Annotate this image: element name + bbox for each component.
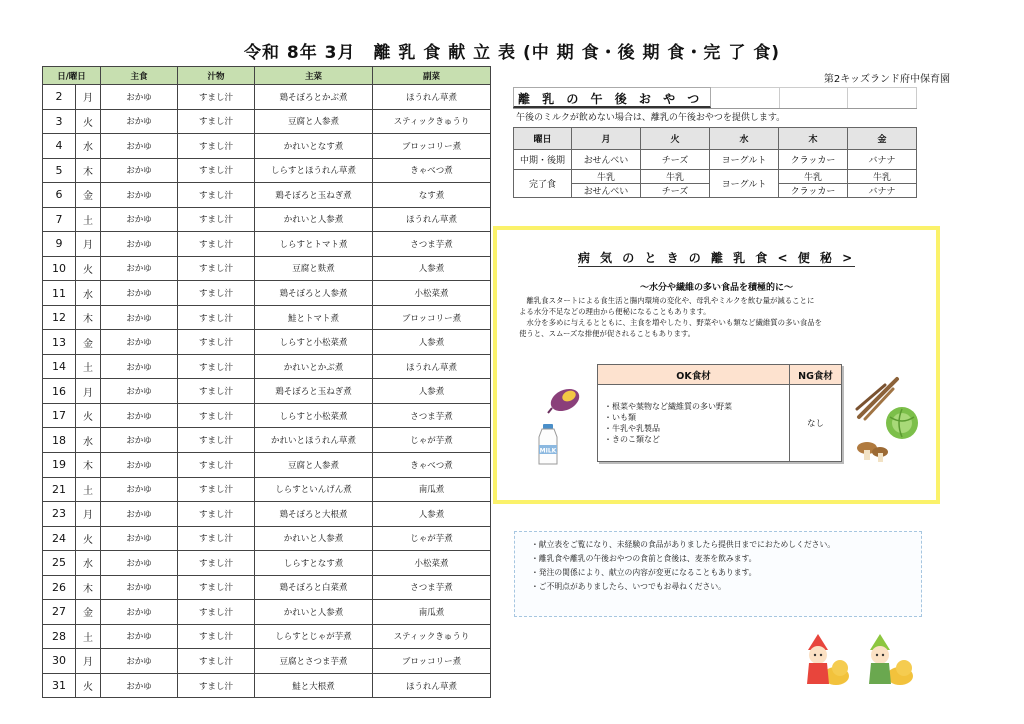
sick-title: 病 気 の と き の 離 乳 食 < 便 秘 > — [577, 251, 856, 265]
menu-main-dish: かれいとなす煮 — [255, 134, 373, 159]
ok-list — [598, 385, 790, 462]
snack-label-final: 完了食 — [514, 170, 572, 198]
menu-day: 16 — [43, 379, 76, 404]
menu-soup: すまし汁 — [178, 600, 255, 625]
menu-day: 19 — [43, 452, 76, 477]
notes-section — [514, 531, 922, 617]
snack-cell: おせんべい — [572, 150, 641, 170]
menu-row — [43, 354, 491, 379]
snack-cell: バナナ — [848, 184, 917, 198]
menu-staple: おかゆ — [101, 526, 178, 551]
menu-soup: すまし汁 — [178, 477, 255, 502]
menu-soup: すまし汁 — [178, 256, 255, 281]
menu-day: 26 — [43, 575, 76, 600]
menu-row — [43, 575, 491, 600]
menu-row — [43, 403, 491, 428]
menu-main-dish: しらすとじゃが芋煮 — [255, 624, 373, 649]
menu-staple: おかゆ — [101, 575, 178, 600]
menu-day: 17 — [43, 403, 76, 428]
sick-body — [519, 295, 919, 339]
menu-soup: すまし汁 — [178, 207, 255, 232]
sweet-potato-icon — [547, 382, 583, 416]
menu-staple: おかゆ — [101, 281, 178, 306]
header-main: 主菜 — [255, 67, 373, 85]
menu-main-dish: かれいと人参煮 — [255, 526, 373, 551]
menu-main-dish: 鶏そぼろとかぶ煮 — [255, 85, 373, 110]
menu-soup: すまし汁 — [178, 551, 255, 576]
menu-day: 9 — [43, 232, 76, 257]
menu-side-dish: 人参煮 — [373, 330, 491, 355]
menu-weekday: 木 — [76, 452, 101, 477]
menu-day: 18 — [43, 428, 76, 453]
ok-item: ・牛乳や乳製品 — [604, 424, 660, 433]
menu-row — [43, 649, 491, 674]
menu-weekday: 金 — [76, 183, 101, 208]
menu-weekday: 月 — [76, 85, 101, 110]
menu-row — [43, 158, 491, 183]
menu-day: 24 — [43, 526, 76, 551]
menu-day: 25 — [43, 551, 76, 576]
menu-weekday: 土 — [76, 624, 101, 649]
menu-main-dish: しらすと小松菜煮 — [255, 403, 373, 428]
menu-side-dish: じゃが芋煮 — [373, 526, 491, 551]
menu-weekday: 月 — [76, 379, 101, 404]
menu-soup: すまし汁 — [178, 526, 255, 551]
menu-weekday: 火 — [76, 673, 101, 698]
menu-row — [43, 600, 491, 625]
menu-staple: おかゆ — [101, 673, 178, 698]
menu-weekday: 水 — [76, 134, 101, 159]
header-side: 副菜 — [373, 67, 491, 85]
menu-day: 7 — [43, 207, 76, 232]
menu-side-dish: ほうれん草煮 — [373, 85, 491, 110]
menu-staple: おかゆ — [101, 477, 178, 502]
menu-day: 13 — [43, 330, 76, 355]
menu-side-dish: ほうれん草煮 — [373, 207, 491, 232]
snack-cell: 牛乳 — [779, 170, 848, 184]
ok-item: ・根菜や葉物など繊維質の多い野菜 — [604, 402, 732, 411]
menu-table — [42, 66, 491, 698]
menu-staple: おかゆ — [101, 649, 178, 674]
sick-section — [493, 226, 940, 504]
menu-header-row — [43, 67, 491, 85]
menu-staple: おかゆ — [101, 232, 178, 257]
menu-soup: すまし汁 — [178, 502, 255, 527]
menu-main-dish: 豆腐とさつま芋煮 — [255, 649, 373, 674]
menu-body — [43, 85, 491, 698]
menu-staple: おかゆ — [101, 183, 178, 208]
menu-day: 3 — [43, 109, 76, 134]
menu-staple: おかゆ — [101, 428, 178, 453]
menu-soup: すまし汁 — [178, 403, 255, 428]
menu-main-dish: 鮭と大根煮 — [255, 673, 373, 698]
snack-section — [513, 87, 917, 207]
menu-staple: おかゆ — [101, 85, 178, 110]
menu-weekday: 土 — [76, 207, 101, 232]
menu-side-dish: 人参煮 — [373, 379, 491, 404]
menu-row — [43, 134, 491, 159]
menu-staple: おかゆ — [101, 354, 178, 379]
menu-row — [43, 330, 491, 355]
menu-main-dish: 鶏そぼろと人参煮 — [255, 281, 373, 306]
menu-side-dish: 人参煮 — [373, 256, 491, 281]
snack-cell: クラッカー — [779, 184, 848, 198]
menu-row — [43, 207, 491, 232]
menu-staple: おかゆ — [101, 452, 178, 477]
menu-weekday: 月 — [76, 502, 101, 527]
menu-row — [43, 109, 491, 134]
menu-staple: おかゆ — [101, 403, 178, 428]
menu-soup: すまし汁 — [178, 281, 255, 306]
menu-soup: すまし汁 — [178, 624, 255, 649]
menu-side-dish: ほうれん草煮 — [373, 673, 491, 698]
mushroom-icon — [855, 438, 889, 464]
menu-row — [43, 183, 491, 208]
menu-weekday: 木 — [76, 305, 101, 330]
menu-day: 31 — [43, 673, 76, 698]
menu-day: 28 — [43, 624, 76, 649]
snack-cell: ヨーグルト — [710, 150, 779, 170]
page-title: 令和 8年 3月 離 乳 食 献 立 表 (中 期 食・後 期 食・完 了 食) — [243, 43, 781, 63]
menu-side-dish: ブロッコリー煮 — [373, 134, 491, 159]
menu-soup: すまし汁 — [178, 379, 255, 404]
menu-soup: すまし汁 — [178, 575, 255, 600]
menu-side-dish: ほうれん草煮 — [373, 354, 491, 379]
menu-row — [43, 428, 491, 453]
menu-staple: おかゆ — [101, 551, 178, 576]
menu-staple: おかゆ — [101, 600, 178, 625]
menu-main-dish: 豆腐と麩煮 — [255, 256, 373, 281]
menu-row — [43, 305, 491, 330]
snack-cell: 牛乳 — [848, 170, 917, 184]
menu-weekday: 水 — [76, 551, 101, 576]
menu-staple: おかゆ — [101, 305, 178, 330]
snack-cell: チーズ — [641, 184, 710, 198]
menu-side-dish: スティックきゅうり — [373, 624, 491, 649]
menu-staple: おかゆ — [101, 207, 178, 232]
menu-main-dish: しらすとトマト煮 — [255, 232, 373, 257]
snack-title: 離 乳 の 午 後 お や つ — [513, 87, 711, 108]
menu-row — [43, 85, 491, 110]
menu-weekday: 火 — [76, 109, 101, 134]
menu-soup: すまし汁 — [178, 452, 255, 477]
sick-body-line: 離乳食スタートによる食生活と腸内環境の変化や、母乳やミルクを飲む量が減ることに — [519, 296, 815, 305]
menu-staple: おかゆ — [101, 109, 178, 134]
menu-main-dish: かれいとほうれん草煮 — [255, 428, 373, 453]
ok-header: OK食材 — [598, 365, 790, 385]
menu-soup: すまし汁 — [178, 354, 255, 379]
note-item: ・発注の関係により、献立の内容が変更になることもあります。 — [531, 568, 757, 577]
menu-weekday: 土 — [76, 477, 101, 502]
menu-main-dish: かれいと人参煮 — [255, 600, 373, 625]
note-item: ・献立表をご覧になり、未経験の食品がありましたら提供日までにおためしください。 — [531, 540, 836, 549]
menu-row — [43, 673, 491, 698]
menu-day: 12 — [43, 305, 76, 330]
menu-day: 14 — [43, 354, 76, 379]
menu-soup: すまし汁 — [178, 428, 255, 453]
menu-main-dish: かれいとかぶ煮 — [255, 354, 373, 379]
menu-main-dish: 鶏そぼろと玉ねぎ煮 — [255, 183, 373, 208]
menu-day: 11 — [43, 281, 76, 306]
menu-side-dish: ブロッコリー煮 — [373, 305, 491, 330]
menu-row — [43, 624, 491, 649]
ok-item: ・きのこ類など — [604, 435, 660, 444]
sick-body-line: 水分を多めに与えるとともに、主食を増やしたり、野菜やいも類など繊維質の多い食品を — [519, 318, 823, 327]
menu-side-dish: さつま芋煮 — [373, 575, 491, 600]
snack-row-mid — [514, 150, 917, 170]
menu-main-dish: しらすといんげん煮 — [255, 477, 373, 502]
menu-staple: おかゆ — [101, 502, 178, 527]
menu-side-dish: さつま芋煮 — [373, 232, 491, 257]
menu-main-dish: 豆腐と人参煮 — [255, 109, 373, 134]
snack-header-fri: 金 — [848, 128, 917, 150]
menu-soup: すまし汁 — [178, 183, 255, 208]
snack-cell: 牛乳 — [572, 170, 641, 184]
menu-side-dish: 小松菜煮 — [373, 281, 491, 306]
milk-bottle-icon — [535, 423, 561, 467]
menu-row — [43, 502, 491, 527]
snack-header-tue: 火 — [641, 128, 710, 150]
children-with-puppies-illustration — [800, 632, 915, 690]
menu-weekday: 月 — [76, 649, 101, 674]
menu-side-dish: 南瓜煮 — [373, 477, 491, 502]
school-name: 第2キッズランド府中保育園 — [823, 74, 950, 85]
snack-header-row — [514, 128, 917, 150]
menu-row — [43, 452, 491, 477]
menu-soup: すまし汁 — [178, 85, 255, 110]
menu-day: 2 — [43, 85, 76, 110]
menu-side-dish: きゃべつ煮 — [373, 158, 491, 183]
snack-cell: バナナ — [848, 150, 917, 170]
snack-table — [513, 127, 917, 198]
cabbage-icon — [882, 405, 922, 441]
menu-main-dish: 豆腐と人参煮 — [255, 452, 373, 477]
header-staple: 主食 — [101, 67, 178, 85]
menu-side-dish: スティックきゅうり — [373, 109, 491, 134]
menu-day: 4 — [43, 134, 76, 159]
menu-soup: すまし汁 — [178, 305, 255, 330]
menu-soup: すまし汁 — [178, 330, 255, 355]
menu-weekday: 木 — [76, 575, 101, 600]
ok-ng-table — [597, 364, 842, 462]
menu-main-dish: しらすと小松菜煮 — [255, 330, 373, 355]
snack-header-weekday: 曜日 — [514, 128, 572, 150]
ng-text: なし — [790, 385, 842, 462]
menu-day: 6 — [43, 183, 76, 208]
menu-soup: すまし汁 — [178, 158, 255, 183]
menu-weekday: 月 — [76, 232, 101, 257]
menu-row — [43, 232, 491, 257]
snack-cell: 牛乳 — [641, 170, 710, 184]
ok-item: ・いも類 — [604, 413, 636, 422]
menu-soup: すまし汁 — [178, 673, 255, 698]
menu-side-dish: 南瓜煮 — [373, 600, 491, 625]
menu-day: 5 — [43, 158, 76, 183]
snack-header-wed: 水 — [710, 128, 779, 150]
note-item: ・ご不明点がありましたら、いつでもお尋ねください。 — [531, 582, 726, 591]
menu-staple: おかゆ — [101, 624, 178, 649]
menu-row — [43, 551, 491, 576]
menu-side-dish: なす煮 — [373, 183, 491, 208]
menu-weekday: 金 — [76, 600, 101, 625]
menu-side-dish: 人参煮 — [373, 502, 491, 527]
snack-row-final-top — [514, 170, 917, 184]
menu-day: 21 — [43, 477, 76, 502]
menu-staple: おかゆ — [101, 379, 178, 404]
menu-weekday: 火 — [76, 256, 101, 281]
menu-day: 30 — [43, 649, 76, 674]
menu-staple: おかゆ — [101, 330, 178, 355]
menu-soup: すまし汁 — [178, 109, 255, 134]
snack-header-mon: 月 — [572, 128, 641, 150]
menu-row — [43, 526, 491, 551]
menu-main-dish: 鶏そぼろと玉ねぎ煮 — [255, 379, 373, 404]
menu-main-dish: しらすとなす煮 — [255, 551, 373, 576]
note-item: ・離乳食や離乳の午後おやつの食前と食後は、麦茶を飲みます。 — [531, 554, 757, 563]
menu-day: 10 — [43, 256, 76, 281]
menu-staple: おかゆ — [101, 158, 178, 183]
snack-cell: チーズ — [641, 150, 710, 170]
menu-side-dish: 小松菜煮 — [373, 551, 491, 576]
menu-soup: すまし汁 — [178, 134, 255, 159]
menu-soup: すまし汁 — [178, 232, 255, 257]
ng-header: NG食材 — [790, 365, 842, 385]
menu-weekday: 金 — [76, 330, 101, 355]
menu-side-dish: きゃべつ煮 — [373, 452, 491, 477]
menu-row — [43, 379, 491, 404]
menu-side-dish: さつま芋煮 — [373, 403, 491, 428]
snack-cell: おせんべい — [572, 184, 641, 198]
menu-main-dish: 鮭とトマト煮 — [255, 305, 373, 330]
menu-staple: おかゆ — [101, 134, 178, 159]
sick-body-line: 使うと、スムーズな排便が促されることもあります。 — [519, 329, 696, 338]
menu-main-dish: しらすとほうれん草煮 — [255, 158, 373, 183]
menu-day: 27 — [43, 600, 76, 625]
menu-row — [43, 281, 491, 306]
menu-weekday: 土 — [76, 354, 101, 379]
snack-cell-wed: ヨーグルト — [710, 170, 779, 198]
menu-weekday: 火 — [76, 403, 101, 428]
menu-row — [43, 256, 491, 281]
menu-weekday: 水 — [76, 428, 101, 453]
menu-row — [43, 477, 491, 502]
snack-header-thu: 木 — [779, 128, 848, 150]
milk-label: MILK — [539, 447, 557, 455]
snack-note: 午後のミルクが飲めない場合は、離乳の午後おやつを提供します。 — [516, 113, 786, 123]
menu-weekday: 木 — [76, 158, 101, 183]
menu-side-dish: じゃが芋煮 — [373, 428, 491, 453]
snack-cell: クラッカー — [779, 150, 848, 170]
menu-weekday: 水 — [76, 281, 101, 306]
header-date: 日/曜日 — [43, 67, 101, 85]
menu-staple: おかゆ — [101, 256, 178, 281]
header-soup: 汁物 — [178, 67, 255, 85]
menu-side-dish: ブロッコリー煮 — [373, 649, 491, 674]
menu-main-dish: 鶏そぼろと白菜煮 — [255, 575, 373, 600]
menu-main-dish: 鶏そぼろと大根煮 — [255, 502, 373, 527]
sick-subtitle: ～水分や繊維の多い食品を積極的に～ — [639, 283, 793, 293]
menu-soup: すまし汁 — [178, 649, 255, 674]
snack-label-mid: 中期・後期 — [514, 150, 572, 170]
sick-body-line: よる水分不足などの理由から便秘になることもあります。 — [519, 307, 711, 316]
menu-main-dish: かれいと人参煮 — [255, 207, 373, 232]
menu-weekday: 火 — [76, 526, 101, 551]
menu-day: 23 — [43, 502, 76, 527]
